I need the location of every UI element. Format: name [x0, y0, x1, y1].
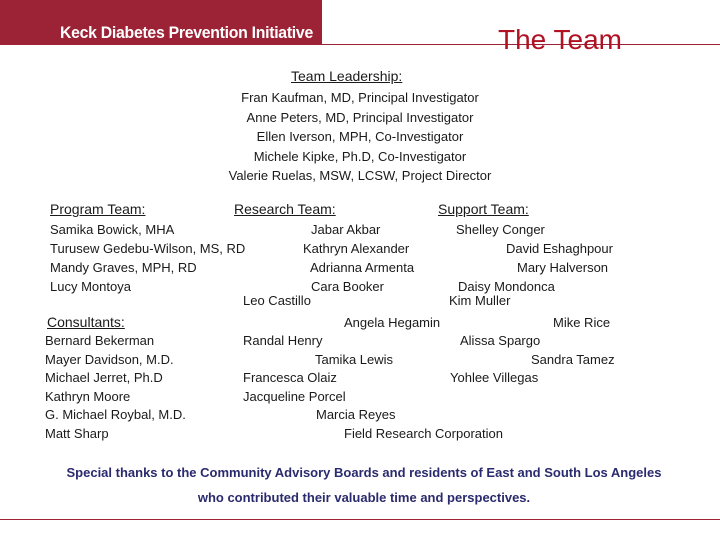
research-team-member: Tamika Lewis — [315, 352, 394, 367]
support-team-member: Mary Halverson — [517, 260, 609, 275]
research-team-member: Jabar Akbar — [311, 222, 381, 237]
program-team-member: Mandy Graves, MPH, RD — [50, 260, 197, 275]
thanks-line: who contributed their valuable time and perspectives. — [197, 490, 531, 505]
research-team-member: Marcia Reyes — [316, 407, 396, 422]
research-team-member: Adrianna Armenta — [310, 260, 415, 275]
support-team-member: Daisy Mondonca — [458, 279, 555, 294]
leadership-member: Valerie Ruelas, MSW, LCSW, Project Director — [228, 168, 492, 183]
program-team-member: Turusew Gedebu-Wilson, MS, RD — [50, 241, 246, 256]
consultants-heading: Consultants: — [47, 314, 125, 330]
consultant-member: Mayer Davidson, M.D. — [45, 352, 174, 367]
support-team-heading: Support Team: — [438, 201, 529, 217]
research-team-member: Jacqueline Porcel — [243, 389, 346, 404]
support-team-member: Alissa Spargo — [460, 333, 541, 348]
research-team-heading: Research Team: — [234, 201, 336, 217]
research-team-member: Randal Henry — [243, 333, 323, 348]
research-team-member: Leo Castillo — [243, 293, 311, 308]
support-team-member: David Eshaghpour — [506, 241, 613, 256]
consultant-member: Matt Sharp — [45, 426, 109, 441]
leadership-member: Fran Kaufman, MD, Principal Investigator — [241, 90, 479, 105]
support-team-member: Yohlee Villegas — [450, 370, 539, 385]
research-team-member: Angela Hegamin — [344, 315, 441, 330]
consultant-member: Bernard Bekerman — [45, 333, 155, 348]
consultant-member: Kathryn Moore — [45, 389, 131, 404]
leadership-member: Ellen Iverson, MPH, Co-Investigator — [256, 129, 464, 144]
research-team-member: Kathryn Alexander — [303, 241, 410, 256]
research-team-member: Cara Booker — [311, 279, 384, 294]
support-team-member: Sandra Tamez — [531, 352, 615, 367]
page-title: The Team — [498, 24, 622, 55]
support-team-member: Shelley Conger — [456, 222, 545, 237]
banner-logo-text: Keck Diabetes Prevention Initiative — [60, 23, 313, 42]
research-team-member: Field Research Corporation — [344, 426, 503, 441]
footer-divider — [0, 519, 720, 520]
consultant-member: Michael Jerret, Ph.D — [45, 370, 163, 385]
program-team-member: Samika Bowick, MHA — [50, 222, 175, 237]
program-team-member: Lucy Montoya — [50, 279, 131, 294]
leadership-member: Michele Kipke, Ph.D, Co-Investigator — [253, 148, 467, 164]
research-team-member: Francesca Olaiz — [243, 370, 337, 385]
thanks-line: Special thanks to the Community Advisory Boards and residents of East and South Los Angeles — [66, 465, 662, 480]
consultant-member: G. Michael Roybal, M.D. — [45, 407, 186, 422]
thanks-note — [0, 460, 720, 510]
leadership-list — [0, 88, 720, 186]
leadership-member: Anne Peters, MD, Principal Investigator — [246, 109, 474, 125]
leadership-heading: Team Leadership: — [291, 68, 403, 84]
support-team-member: Kim Muller — [449, 293, 511, 308]
program-team-heading: Program Team: — [50, 201, 146, 217]
support-team-member: Mike Rice — [553, 315, 611, 330]
